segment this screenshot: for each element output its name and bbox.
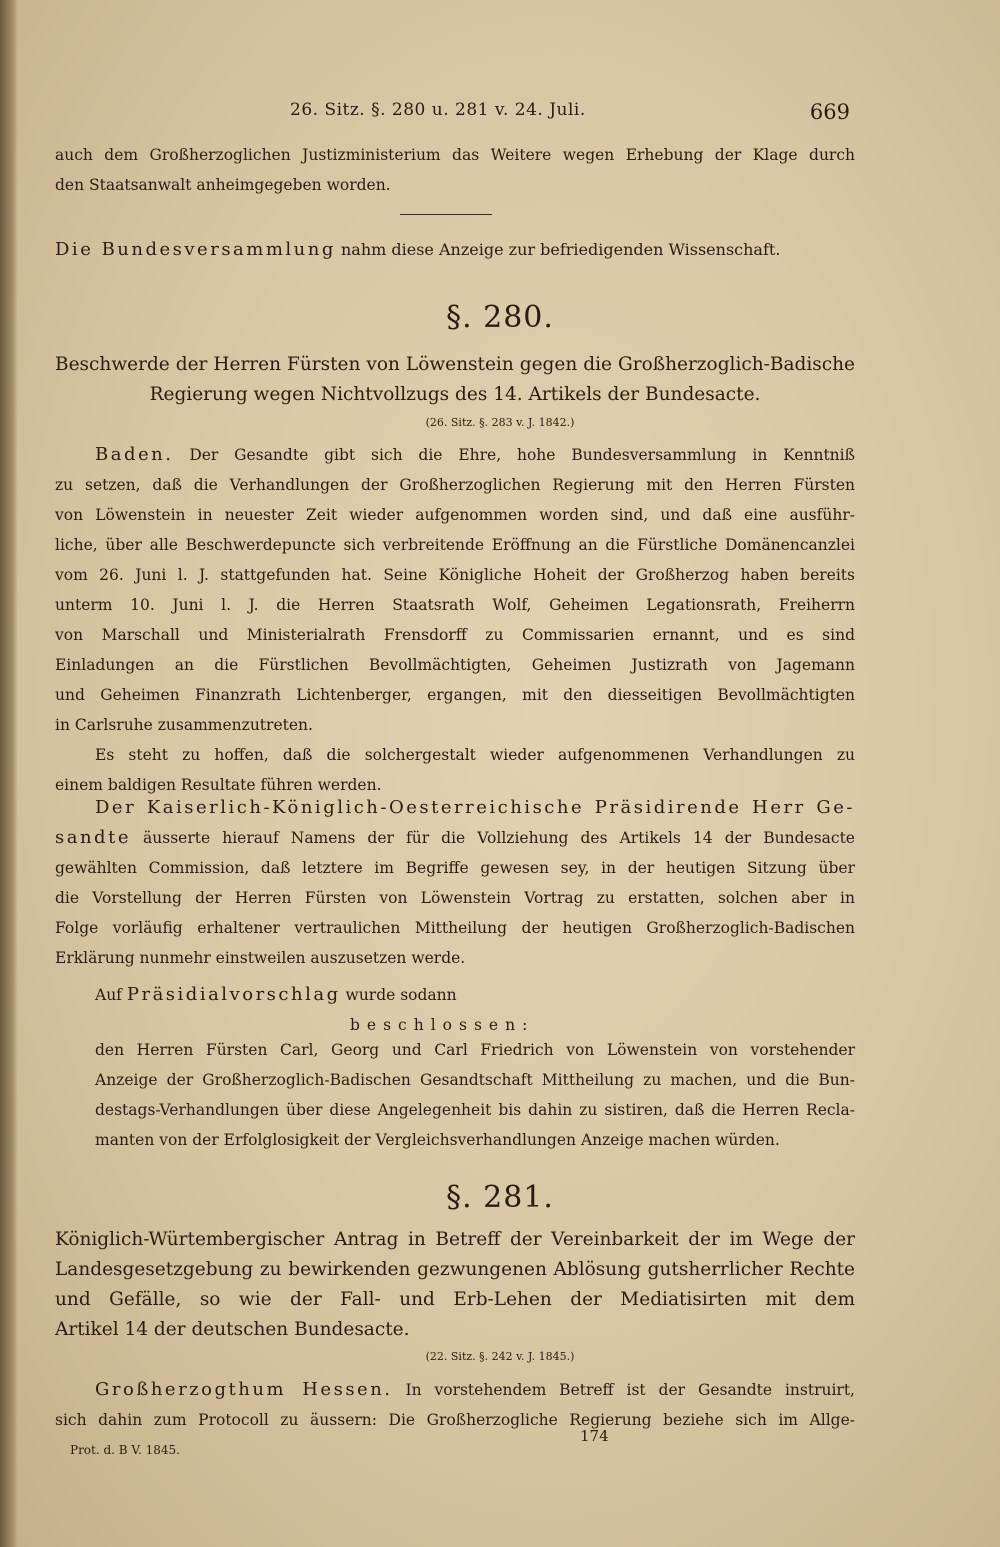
text-line: Der Gesandte gibt sich die Ehre, hohe Bundesversammlung in Kenntniß (189, 446, 855, 464)
intro-paragraph (55, 140, 855, 200)
text-line: zu setzen, daß die Verhandlungen der Großherzoglichen Regierung mit den Herren Fürsten (55, 476, 855, 494)
text-line: gewählten Commission, daß letztere im Begriffe gewesen sey, in der heutigen Sitzung über (55, 859, 855, 877)
text-line: in Carlsruhe zusammenzutreten. (55, 716, 313, 734)
text-line: auch dem Großherzoglichen Justizministerium das Weitere wegen Erhebung der Klage durch (55, 146, 855, 164)
text-line: unterm 10. Juni l. J. die Herren Staatsrath Wolf, Geheimen Legationsrath, Freiherrn (55, 596, 855, 614)
presidial-paragraph (55, 793, 855, 973)
running-header: 26. Sitz. §. 280 u. 281 v. 24. Juli. (290, 100, 586, 120)
speaker-hessen: Großherzogthum Hessen. (95, 1379, 393, 1400)
section-reference-280: (26. Sitz. §. 283 v. J. 1842.) (425, 416, 575, 429)
text-line: wurde sodann (345, 986, 457, 1004)
speaker-baden: Baden. (95, 444, 174, 465)
proposal-term: Präsidialvorschlag (126, 984, 341, 1005)
text-line: destags-Verhandlungen über diese Angelegenheit bis dahin zu sistiren, daß die Herren Recla- (95, 1101, 855, 1119)
text-line: und Geheimen Finanzrath Lichtenberger, ergangen, mit den diesseitigen Bevollmächtigten (55, 686, 855, 704)
signature-mark: 174 (580, 1427, 609, 1445)
title-line: und Gefälle, so wie der Fall- und Erb-Lehen der Mediatisirten mit dem (55, 1289, 855, 1310)
resolution-text (95, 1035, 855, 1155)
text-line: Auf (95, 986, 122, 1004)
hessen-paragraph (55, 1375, 855, 1435)
title-line: Landesgesetzgebung zu bewirkenden gezwungenen Ablösung gutsherrlicher Rechte (55, 1259, 855, 1280)
text-line: die Vorstellung der Herren Fürsten von Löwenstein Vortrag zu erstatten, solchen aber in (55, 889, 855, 907)
resolved-word: beschlossen: (350, 1016, 535, 1034)
text-line: vom 26. Juni l. J. stattgefunden hat. Seine Königliche Hoheit der Großherzog haben bereits (55, 566, 855, 584)
text-line: von Marschall und Ministerialrath Frensdorff zu Commissarien ernannt, und es sind (55, 626, 855, 644)
separator-rule (400, 214, 492, 215)
assembly-name: Die Bundesversammlung (55, 239, 336, 260)
section-heading-280: §. 280. (446, 300, 554, 335)
text-line: Einladungen an die Fürstlichen Bevollmächtigten, Geheimen Justizrath von Jagemann (55, 656, 855, 674)
assembly-text: nahm diese Anzeige zur befriedigenden Wissenschaft. (340, 240, 781, 259)
text-line: In vorstehendem Betreff ist der Gesandte instruirt, (405, 1381, 855, 1399)
title-line: Königlich-Würtembergischer Antrag in Betreff der Vereinbarkeit der im Wege der (55, 1229, 855, 1250)
text-line: einem baldigen Resultate führen werden. (55, 776, 382, 794)
text-line: Anzeige der Großherzoglich-Badischen Gesandtschaft Mittheilung zu machen, und die Bun- (95, 1071, 855, 1089)
text-line: sich dahin zum Protocoll zu äussern: Die Großherzogliche Regierung beziehe sich im Allge- (55, 1411, 855, 1429)
text-line: äusserte hierauf Namens der für die Vollziehung des Artikels 14 der Bundesacte (143, 829, 855, 847)
text-line: den Staatsanwalt anheimgegeben worden. (55, 176, 391, 194)
text-line: Folge vorläufig erhaltener vertraulichen Mittheilung der heutigen Großherzoglich-Badischen (55, 919, 855, 937)
text-line: liche, über alle Beschwerdepuncte sich verbreitende Eröffnung an die Fürstliche Domänencanzlei (55, 536, 855, 554)
section-title-280 (55, 350, 855, 410)
resolution-paragraph (55, 980, 855, 1040)
speaker-presidial-cont: sandte (55, 827, 131, 848)
assembly-paragraph (55, 235, 855, 265)
text-line: manten von der Erfolglosigkeit der Vergleichsverhandlungen Anzeige machen würden. (95, 1131, 780, 1149)
section-heading-281: §. 281. (446, 1180, 554, 1215)
text-line: von Löwenstein in neuester Zeit wieder aufgenommen worden sind, und daß eine ausführ- (55, 506, 855, 524)
text-line: Es steht zu hoffen, daß die solchergestalt wieder aufgenommenen Verhandlungen zu (95, 746, 855, 764)
section-reference-281: (22. Sitz. §. 242 v. J. 1845.) (425, 1350, 575, 1363)
title-line: Artikel 14 der deutschen Bundesacte. (55, 1319, 410, 1340)
page-number: 669 (809, 100, 850, 124)
title-line: Beschwerde der Herren Fürsten von Löwenstein gegen die Großherzoglich-Badische (55, 354, 855, 375)
speaker-presidial: Der Kaiserlich-Königlich-Oesterreichische Präsidirende Herr Ge- (95, 797, 855, 818)
text-line: Erklärung nunmehr einstweilen auszusetzen werde. (55, 949, 466, 967)
binding-gutter (0, 0, 18, 1547)
title-line: Regierung wegen Nichtvollzugs des 14. Artikels der Bundesacte. (149, 384, 761, 405)
footer-note: Prot. d. B V. 1845. (70, 1443, 180, 1457)
text-line: den Herren Fürsten Carl, Georg und Carl Friedrich von Löwenstein von vorstehender (95, 1041, 855, 1059)
section-title-281 (55, 1225, 855, 1345)
baden-paragraph (55, 440, 855, 800)
